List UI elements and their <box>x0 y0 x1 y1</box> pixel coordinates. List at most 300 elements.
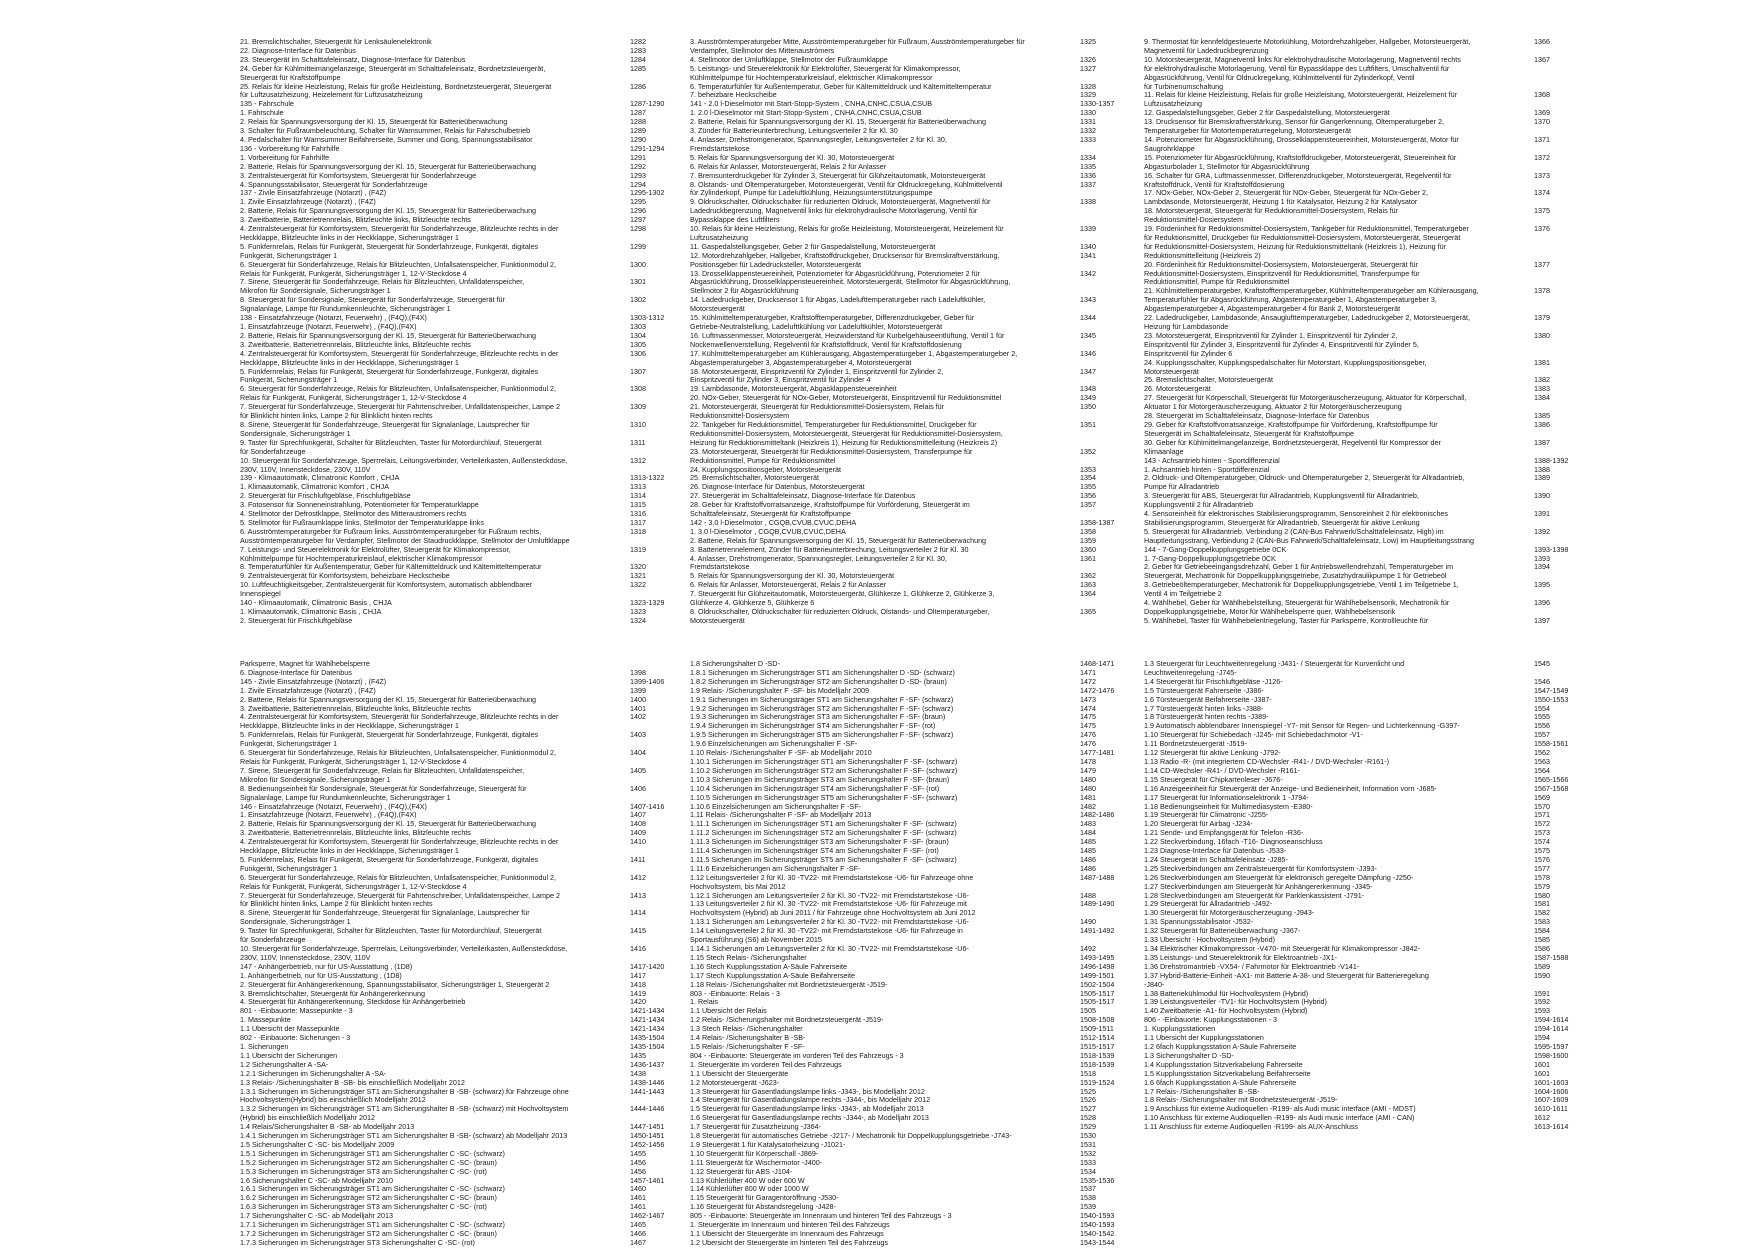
toc-entry <box>240 617 700 626</box>
toc-entry <box>690 198 1150 207</box>
toc-entry-page: 1306 <box>630 348 646 358</box>
toc-entry-text: Mikrofon für Sondersignale, Sicherungsträger 1 <box>240 775 391 784</box>
toc-entry-text: Doppelkupplungsgetriebe, Motor für Wählhebelsperre quer, Wählhebelsensorik <box>1144 608 1396 616</box>
toc-entry-page <box>1528 74 1604 83</box>
toc-entry <box>240 1088 700 1097</box>
toc-entry-text: 7. Steuergerät für Sonderfahrzeuge, Steuergerät für Fahrtenschreiber, Unfalldatenspeicher, Lampe 2 <box>240 891 561 900</box>
toc-entry-page: 1420 <box>630 997 646 1007</box>
toc-entry-page: 1358 <box>1080 526 1096 536</box>
toc-entry <box>1144 91 1604 100</box>
toc-entry-text: 6. Steuergerät für Sonderfahrzeuge, Relais für Blitzleuchten, Unfallsatenspeicher, Funktionmodul 2, <box>240 873 557 882</box>
toc-entry <box>240 1239 700 1248</box>
toc-entry <box>690 590 1150 599</box>
toc-entry-page: 1286 <box>630 81 646 91</box>
toc-entry-text: Saugrohrklappe <box>1144 144 1195 153</box>
toc-entry-text: Hochvoltsystem (Hybrid) ab Juni 2011 / für Fahrzeuge ohne Hochvoltsystem ab Juni 2012 <box>690 909 976 918</box>
toc-entry-page: 1387 <box>1534 437 1550 447</box>
toc-entry-text: Glühkerze 4, Glühkerze 5, Glühkerze 6 <box>690 599 815 608</box>
toc-entry <box>690 555 1150 564</box>
toc-entry <box>1144 56 1604 65</box>
toc-entry-page: 1583 <box>1534 917 1550 927</box>
toc-entry-text: 143 - Achsantrieb hinten - Sportdifferenzial <box>1144 456 1280 465</box>
toc-entry-text: Heizung für Lambdasonde <box>1144 323 1229 331</box>
toc-entry-page: 1468-1471 <box>1080 659 1115 668</box>
toc-entry-page: 1556 <box>1534 721 1550 731</box>
toc-entry-page: 1388-1392 <box>1534 455 1569 465</box>
toc-entry-page: 1396 <box>1534 598 1550 608</box>
toc-entry-page: 1481 <box>1080 792 1096 802</box>
toc-entry-page: 1491-1492 <box>1080 926 1115 936</box>
toc-entry-text: Heckklappe, Blitzleuchte links in der Heckklappe, Sicherungsträger 1 <box>240 722 459 731</box>
toc-entry-text: Verdampfer, Stellmotor des Mittenaustrómers <box>690 46 835 55</box>
toc-entry-page: 1421-1434 <box>630 1006 665 1016</box>
toc-entry-page: 1482-1486 <box>1080 810 1115 820</box>
toc-entry-page: 1436-1437 <box>630 1059 665 1069</box>
toc-entry-text: 2. Batterie, Relais für Spannungsversorgung der Kl. 15, Steuergerät für Batterieüberwachung <box>240 162 537 171</box>
toc-entry-page: 1607-1609 <box>1534 1095 1569 1105</box>
toc-entry-page: 1342 <box>1080 268 1096 278</box>
toc-entry-text: 136 - Vorbereitung für Fahrhilfe <box>240 144 340 153</box>
toc-entry-text: 10. Steuergerät für Sonderfahrzeuge, Sperrrelais, Leitungsverbinder, Verteilerkasten, Außensteckdose, <box>240 945 568 953</box>
toc-entry <box>1144 332 1604 341</box>
toc-entry-text: 4. Zentralsteuergerät für Komfortsystem, Steuergerät für Sonderfahrzeuge, Blitzleuchte rechts in der <box>240 225 559 234</box>
toc-entry-text: für Sonderfahrzeuge <box>240 936 306 945</box>
toc-entry <box>1144 510 1604 519</box>
toc-entry-text: 4. Stellmotor der Defrostklappe, Stellmotor des Mitteraustromers rechts <box>240 510 467 519</box>
toc-entry-page: 1461 <box>630 1202 646 1212</box>
toc-entry-text: 1.14 Kühlerlüfter 800 W oder 1000 W <box>690 1185 809 1194</box>
toc-entry-page: 1287 <box>630 108 646 118</box>
toc-entry-text: 25. Bremslichtschalter, Motorsteuergerät <box>690 474 820 483</box>
toc-entry-page: 1421-1434 <box>630 1024 665 1034</box>
toc-entry-page: 1405 <box>630 765 646 775</box>
toc-entry-page: 1460 <box>630 1184 646 1194</box>
toc-entry-text: 1.3 Stech Relais- /Sicherungshalter <box>690 1025 803 1034</box>
toc-entry-page: 1287-1290 <box>630 99 665 109</box>
toc-entry-text: 6. Steuergerät für Sonderfahrzeuge, Relais für Blitzleuchten, Unfallsatenspeicher, Funktionmodul 2, <box>240 260 557 269</box>
toc-entry-page: 1452-1456 <box>630 1139 665 1149</box>
toc-entry-page: 1477-1481 <box>1080 748 1115 758</box>
toc-entry <box>690 421 1150 430</box>
toc-entry-text: 1.1 Übersicht der Massepunkte <box>240 1025 340 1034</box>
toc-entry-page: 1438-1446 <box>630 1077 665 1087</box>
toc-entry-text: 1. Anhängerbetrieb, nur für US-Ausstattung , (1D8) <box>240 971 402 980</box>
toc-entry-text: Steuergerät im Schalttafeleinsatz, Steuergerät für Kraftstoffpumpe <box>1144 429 1355 438</box>
toc-entry-text: 139 - Klimaautomatik, Climatronic Komfort , CHJA <box>240 474 400 483</box>
toc-entry-text: Luftzusatzheizung <box>1144 100 1202 109</box>
toc-entry-text: 1.18 Bedienungseinheit für Multimediasystem -E380- <box>1144 802 1313 811</box>
toc-entry-page: 1475 <box>1080 721 1096 731</box>
toc-entry-text: 1.30 Steuergerät für Motorgeräuscherzeugung -J943- <box>1144 909 1315 918</box>
toc-entry-text: 1.14 Leitungsverteiler 2 für Kl. 30 -TV22- mit Fremdstartstekose -U6- für Fahrzeuge in <box>690 927 963 936</box>
toc-entry-page: 1502-1504 <box>1080 979 1115 989</box>
toc-entry-text: 1.14.1 Sicherungen am Leitungsverteiler 2 für Kl. 30 -TV22- mit Fremdstartstekose -U6- <box>690 945 969 953</box>
toc-entry-page: 1455 <box>630 1148 646 1158</box>
toc-entry-page: 1476 <box>1080 739 1096 749</box>
toc-entry-text: 2. Batterie, Relais für Spannungsversorgung der Kl. 15, Steuergerät für Batterieüberwachung <box>690 118 987 127</box>
toc-entry-text: 4. Sensoreinheit für elektronisches Stabilisierungsprogramm, Sensoreinheit 2 für elektronisches <box>1144 510 1449 519</box>
toc-entry-page: 1508-1508 <box>1080 1015 1115 1025</box>
toc-entry-page: 1473 <box>1080 694 1096 704</box>
toc-entry <box>240 261 700 270</box>
toc-entry-page: 1308 <box>630 384 646 394</box>
toc-entry-text: 1.10 Steuergerät für Körperschall -J869- <box>690 1149 819 1158</box>
toc-entry-page: 1569 <box>1534 792 1550 802</box>
toc-entry-text: 7. beheizbare Heckscheibe <box>690 91 777 100</box>
toc-entry-text: 1.5.3 Sicherungen im Sicherungsträger ST3 am Sicherungshalter C -SC- (rot) <box>240 1167 487 1176</box>
toc-entry-text: für Sonderfahrzeuge <box>240 447 306 456</box>
toc-entry-page: 1322 <box>630 580 646 590</box>
toc-entry-text: Reduktionsmittelleitung (Heizkreis 2) <box>1144 251 1261 260</box>
toc-entry-page: 1472 <box>1080 676 1096 686</box>
toc-entry-page: 1318 <box>630 526 646 536</box>
toc-entry-page: 1462-1467 <box>630 1211 665 1221</box>
toc-entry-page: 1408 <box>630 819 646 829</box>
toc-entry-page: 1419 <box>630 988 646 998</box>
toc-entry-page: 1309 <box>630 402 646 412</box>
toc-entry-page: 1601 <box>1534 1059 1550 1069</box>
toc-entry-text: Signalanlage, Lampe für Rundumkennleuchte, Sicherungsträger 1 <box>240 793 451 802</box>
toc-entry-text: 8. Ölstands- und Öltemperaturgeber, Motorsteuergerät, Ventil für Öldruckregelung, Kühlmittelventil <box>690 180 1003 189</box>
toc-entry <box>1144 207 1604 216</box>
toc-entry-page: 1535-1536 <box>1080 1175 1115 1185</box>
toc-entry-page: 1372 <box>1534 152 1550 162</box>
toc-entry-page: 1487-1488 <box>1080 872 1115 882</box>
toc-entry-text: 1.9.3 Sicherungen im Sicherungsträger ST3 am Sicherungshalter F -SF- (braun) <box>690 713 946 722</box>
toc-entry-text: 8. Bedienungseinheit für Sondersignale, Steuergerät für Sonderfahrzeuge, Steuergerät für <box>240 784 527 793</box>
toc-entry-page: 1601 <box>1534 1068 1550 1078</box>
toc-entry-text: 6. Ausströmtemperaturgeber für Fußraum links, Ausströmtemperaturgeber für Fußraum rechts, <box>240 527 542 536</box>
toc-entry-text: 803 - -Einbauorte: Relais - 3 <box>690 989 780 998</box>
toc-entry-text: 1.10.3 Sicherungen im Sicherungsträger ST3 am Sicherungshalter F -SF- (braun) <box>690 775 950 784</box>
toc-entry <box>1144 189 1604 198</box>
toc-entry-page: 1384 <box>1534 393 1550 403</box>
toc-entry-page: 1314 <box>630 491 646 501</box>
toc-entry <box>240 439 700 448</box>
toc-entry-text: 1.9 Steuergerät 1 für Katalysatorheizung -J1021- <box>690 1140 846 1149</box>
toc-entry-page: 1472-1476 <box>1080 685 1115 695</box>
toc-entry-page: 1350 <box>1080 402 1096 412</box>
toc-entry-text: 1. Zivile Einsatzfahrzeuge (Notarzt) , (F4Z) <box>240 198 376 207</box>
toc-entry-page: 1499-1501 <box>1080 970 1115 980</box>
toc-entry-page: 1496-1498 <box>1080 961 1115 971</box>
toc-entry-page: 1379 <box>1534 313 1550 323</box>
toc-entry-text: Steuergerät, Mechatronik für Doppelkupplungsgetriebe, Zusatzhydraulikpumpe 1 für Getriebeöl <box>1144 572 1447 581</box>
toc-column-2 <box>690 38 1150 626</box>
toc-entry-page: 1323-1329 <box>630 598 665 608</box>
toc-entry-text: 3. Zünder für Batterieunterbrechung, Leitungsverteiler 2 für Kl. 30 <box>690 127 898 136</box>
toc-entry-text: 1.4.1 Sicherungen im Sicherungsträger ST1 am Sicherungshalter B -SB- (schwarz) ab Modelljahr 2013 <box>240 1132 568 1141</box>
toc-entry-page: 1291 <box>630 152 646 162</box>
toc-entry-page: 1407-1416 <box>630 801 665 811</box>
toc-entry-page: 1413 <box>630 890 646 900</box>
toc-entry-text: 4. Anlasser, Drehstromgenerator, Spannungsregler, Leitungsverteiler 2 für Kl. 30, <box>690 554 947 563</box>
toc-entry-text: 1. 2.0 l-Dieselmotor mit Start-Stopp-System , CNHA,CNHC,CSUA,CSUB <box>690 109 922 118</box>
toc-entry <box>240 350 700 359</box>
toc-entry-text: 13. Drucksensor für Bremskraftverstärkung, Sensor für Gangerkennung, Öltemperaturgeber 2, <box>1144 118 1445 127</box>
toc-entry-page: 1323 <box>630 607 646 616</box>
toc-entry-text: 6. Relais für Anlasser, Motorsteuergerät, Relais 2 für Anlasser <box>690 581 887 590</box>
toc-entry-text: 1.10.6 Einzelsicherungen am Sicherungshalter F -SF- <box>690 802 861 811</box>
toc-entry-page: 1370 <box>1534 117 1550 127</box>
toc-entry-text: 1.16 Stech Kupplungsstation A-Säule Fahrerseite <box>690 962 848 971</box>
toc-entry-page: 1293 <box>630 170 646 180</box>
toc-entry <box>240 856 700 865</box>
toc-entry-text: 17. NOx-Geber, NOx-Geber 2, Steuergerät für NOx-Geber, Steuergerät für NOx-Geber 2, <box>1144 189 1429 198</box>
toc-entry-text: 1.7 Türsteuergerät hinten links -J388- <box>1144 704 1264 713</box>
toc-entry-page: 1594 <box>1534 1033 1550 1043</box>
toc-entry-text: Einspritzventil für Zylinder 3, Einspritzventil für Zylinder 4, Einspritzventil für Zylinder 5, <box>1144 340 1419 349</box>
toc-entry-page: 1474 <box>1080 703 1096 713</box>
toc-entry <box>690 278 1150 287</box>
toc-entry-page: 1335 <box>1080 161 1096 171</box>
toc-entry-text: 23. Motorsteuergerät, Steuergerät für Reduktionsmittel-Dosiersystem, Transferpumpe für <box>690 447 973 456</box>
toc-entry-text: 1.4 Steuergerät für Gasentladungslampe rechts -J344-, bis Modelljahr 2012 <box>690 1096 931 1105</box>
toc-entry-page: 1467 <box>630 1237 646 1247</box>
toc-entry-page <box>1528 341 1604 350</box>
toc-entry-text: Sondersignale, Sicherungsträger 1 <box>240 429 351 438</box>
toc-entry-text: 1.8.1 Sicherungen im Sicherungsträger ST1 am Sicherungshalter D -SD- (schwarz) <box>690 668 955 677</box>
toc-entry-page: 1329 <box>1080 90 1096 100</box>
toc-entry-text: 1.31 Spannungsstabilisator -J532- <box>1144 918 1254 927</box>
toc-entry <box>690 430 1150 439</box>
toc-entry-page: 1304 <box>630 330 646 340</box>
toc-entry-page: 1328 <box>1080 81 1096 91</box>
toc-entry-page: 1567-1568 <box>1534 783 1569 793</box>
toc-entry-text: 142 - 3.0 l-Dieselmotor , CGQB,CVUB,CVUC,DEHA <box>690 518 857 527</box>
toc-entry <box>1144 136 1604 145</box>
toc-entry-text: 4. Pedalschalter für Warnsummer Beifahrerseite, Summer und Gong, Spannungsstabilisator <box>240 135 533 144</box>
toc-entry-text: 1. Einsatzfahrzeuge (Notarzt, Feuerwehr) , (F4Q),(F4X) <box>240 323 417 331</box>
toc-column-5 <box>690 660 1150 1248</box>
toc-entry-text: 138 - Einsatzfahrzeuge (Notarzt, Feuerwehr) , (F4Q),(F4X) <box>240 314 427 323</box>
toc-entry-page: 1373 <box>1534 170 1550 180</box>
toc-entry-text: 4. Zentralsteuergerät für Komfortsystem, Steuergerät für Sonderfahrzeuge, Blitzleuchte rechts in der <box>240 349 559 358</box>
toc-entry-text: 2. Steuergerät für Frischluftgebläse <box>240 616 353 625</box>
toc-entry-page: 1417 <box>630 970 646 980</box>
toc-entry-page: 1345 <box>1080 330 1096 340</box>
toc-entry-page: 1363 <box>1080 580 1096 590</box>
toc-entry-text: 3. Zentralsteuergerät für Komfortsystem, Steuergerät für Sonderfahrzeuge <box>240 171 477 180</box>
toc-entry <box>240 546 700 555</box>
toc-entry-page: 1391 <box>1534 509 1550 519</box>
toc-entry-text: 1.24 Steuergerät im Schalttafeleinsatz -J285- <box>1144 855 1288 864</box>
toc-entry-text: Heizung für Reduktionsmitteltank (Heizkreis 1), Heizung für Reduktionsmittelleitung (Heizkreis 2) <box>690 438 998 447</box>
toc-entry-text: 1.34 Elektrischer Klimakompressor -V470- mit Steuergerät für Klimakompressor -J842- <box>1144 945 1421 953</box>
toc-entry-page: 1358-1387 <box>1080 517 1115 527</box>
toc-entry-page: 1550-1553 <box>1534 694 1569 704</box>
toc-entry-page: 1385 <box>1534 411 1550 421</box>
toc-entry-page: 1598-1600 <box>1534 1050 1569 1060</box>
toc-entry-text: 1.4 Relais/Sicherungshalter B -SB- ab Modelljahr 2013 <box>240 1123 415 1132</box>
toc-entry-page: 1398 <box>630 667 646 677</box>
toc-entry <box>1144 314 1604 323</box>
toc-entry-page: 1581 <box>1534 899 1550 909</box>
toc-entry-text: 3. Ausströmtemperaturgeber Mitte, Ausströmtemperaturgeber für Fußraum, Ausströmtemperaturgeber für <box>690 38 1025 46</box>
toc-entry <box>1144 599 1604 608</box>
toc-entry-page: 1290 <box>630 134 646 144</box>
toc-entry-page: 1564 <box>1534 765 1550 775</box>
toc-entry-page <box>1074 430 1150 439</box>
toc-entry-page: 1476 <box>1080 730 1096 740</box>
toc-entry-page: 1355 <box>1080 482 1096 492</box>
toc-entry-text: 3. Getriebeöltemperaturgeber, Mechatronik für Doppelkupplungsgetriebe, Ventil 1 im Teilgetriebe 1, <box>1144 581 1459 590</box>
toc-entry-text: 1. Fahrschule <box>240 109 284 118</box>
toc-entry-page <box>1528 243 1604 252</box>
toc-entry-text: 7. Bremsunterdruckgeber für Zylinder 3, Steuergerät für Glühzeitautomatik, Motorsteuergerät <box>690 171 986 180</box>
toc-entry-text: 3. Fotosensor für Sonneneinstrahlung, Potentiometer für Temperaturklappe <box>240 501 479 510</box>
toc-entry-text: 1.20 Steuergerät für Airbag -J234- <box>1144 820 1253 829</box>
toc-entry-page: 1359 <box>1080 535 1096 545</box>
toc-entry-text: Lambdasonde, Motorsteuergerät, Heizung 1 für Katalysator, Heizung 2 für Katalysator <box>1144 198 1418 207</box>
toc-entry-text: 26. Diagnose-Interface für Datenbus, Motorsteuergerät <box>690 483 865 492</box>
toc-entry-text: 1.8.2 Sicherungen im Sicherungsträger ST2 am Sicherungshalter D -SD- (braun) <box>690 677 947 686</box>
toc-entry-text: 17. Kühlmitteltemperaturgeber am Kühlerausgang, Abgastemperaturgeber 1, Abgastemperaturgeber 2, <box>690 349 1018 358</box>
toc-entry <box>240 403 700 412</box>
toc-entry-text: 1.13 Kühlerlüfter 400 W oder 600 W <box>690 1176 805 1185</box>
toc-entry-page: 1292 <box>630 161 646 171</box>
toc-entry-text: 1. Relais <box>690 998 718 1007</box>
toc-entry-text: 1.10.2 Sicherungen im Sicherungsträger ST2 am Sicherungshalter F -SF- (schwarz) <box>690 766 958 775</box>
toc-entry-text: 1.2 Sicherungshalter A -SA- <box>240 1060 329 1069</box>
toc-entry <box>240 767 700 776</box>
toc-entry-text: Getriebe-Neutralstellung, Ladelufttkühlung vor Ladeluftkühler, Motorsteuergerät <box>690 323 943 331</box>
toc-entry-page: 1565-1566 <box>1534 774 1569 784</box>
toc-entry-page: 1294 <box>630 179 646 189</box>
toc-entry-page: 1383 <box>1534 384 1550 394</box>
toc-entry-text: 145 - Zivile Einsatzfahrzeuge (Notarzt) , (F4Z) <box>240 677 387 686</box>
toc-entry <box>690 252 1150 261</box>
toc-entry <box>240 368 700 377</box>
toc-entry <box>240 278 700 287</box>
toc-entry-text: Kühlmittelpumpe für Hochtemperaturkreislauf, elektrischer Klimakompressor <box>240 554 483 563</box>
toc-entry-page: 1404 <box>630 748 646 758</box>
toc-entry <box>1144 528 1604 537</box>
toc-entry <box>240 713 700 722</box>
toc-entry-text: 1.2 Motorsteuergerät -J623- <box>690 1078 780 1087</box>
toc-entry-page: 1366 <box>1534 37 1550 46</box>
toc-entry-text: für Blinklicht hinten links, Lampe 2 für Blinklicht hinten rechts <box>240 412 433 421</box>
toc-entry-text: 1.37 Hybrid-Batterie-Einheit -AX1- mit Batterie A-38- und Steuergerät für Batterieregelung <box>1144 971 1429 980</box>
toc-entry-page: 1518 <box>1080 1068 1096 1078</box>
toc-entry-page: 1295 <box>630 197 646 207</box>
toc-entry-page: 1282 <box>630 37 646 46</box>
toc-entry <box>240 731 700 740</box>
toc-entry-text: 4. Wählhebel, Geber für Wählhebelstellung, Steuergerät für Wählhebelsensorik, Mechatronik für <box>1144 599 1450 608</box>
toc-entry-text: 24. Kupplungsschalter, Kupplungspedalschalter für Motorstart, Kupplungspositionsgeber, <box>1144 358 1427 367</box>
toc-entry-text: 29. Geber für Kraftstoffvorratsanzeige, Kraftstoffpumpe für Vorförderung, Kraftstoffpumpe für <box>1144 420 1438 429</box>
toc-entry-page: 1478 <box>1080 756 1096 766</box>
toc-entry-page: 1586 <box>1534 944 1550 953</box>
toc-entry-text: 1.9.1 Sicherungen im Sicherungsträger ST1 am Sicherungshalter F -SF- (schwarz) <box>690 695 954 704</box>
toc-entry-page <box>1528 234 1604 243</box>
toc-entry-text: Reduktionsmittel, Pumpe für Reduktionsmittel <box>690 456 836 465</box>
toc-entry-text: 1.3 Steuergerät für Gasentladungslampe links -J343-, bis Modelljahr 2012 <box>690 1087 925 1096</box>
toc-entry-page: 1330-1357 <box>1080 99 1115 109</box>
toc-entry-page: 1302 <box>630 295 646 305</box>
toc-entry-text: 1.3 Relais- /Sicherungshalter B -SB- bis einschließlich Modelljahr 2012 <box>240 1078 465 1087</box>
toc-entry-page: 1337 <box>1080 179 1096 189</box>
toc-entry-text: 9. Taster für Sprechfunkgerät, Schalter für Blitzleuchten, Taster für Motordurchlauf, Steuergerät <box>240 927 542 936</box>
toc-entry-page: 1361 <box>1080 553 1096 563</box>
toc-entry-page: 1543-1544 <box>1080 1237 1115 1247</box>
toc-entry-text: 1.21 Sende- und Empfangsgerät für Telefon -R36- <box>1144 829 1304 838</box>
toc-entry-text: 1.6.2 Sicherungen im Sicherungsträger ST2 am Sicherungshalter C -SC- (braun) <box>240 1194 497 1203</box>
toc-entry-page: 1319 <box>630 544 646 554</box>
toc-entry-text: 1.33 Übersicht - Hochvoltsystem (Hybrid) <box>1144 936 1276 945</box>
toc-entry-text: 1.17 Stech Kupplungsstation A-Säule Beifahrerseite <box>690 971 856 980</box>
toc-entry-text: 24. Geber für Kühlmitteimangelanzeige, Steuergerät im Schalttafeleinsatz, Bordnetzsteuergerät, <box>240 64 546 73</box>
toc-entry-text: 1. Kupplungsstationen <box>1144 1025 1216 1034</box>
toc-entry-page: 1418 <box>630 979 646 989</box>
toc-entry-text: 6. Steuergerät für Sonderfahrzeuge, Relais für Blitzleuchten, Unfallsatenspeicher, Funktionmodul 2, <box>240 749 557 758</box>
toc-entry-page: 1601-1603 <box>1534 1077 1569 1087</box>
toc-entry-text: 9. Taster für Sprechfunkgerät, Schalter für Blitzleuchten, Taster für Motordurchlauf, Steuergerät <box>240 438 542 447</box>
toc-entry-text: 1.3 Sicherungshalter D -SD- <box>1144 1051 1234 1060</box>
toc-entry-text: 4. Zentralsteuergerät für Komfortsystem, Steuergerät für Sonderfahrzeuge, Blitzleuchte rechts in der <box>240 838 559 847</box>
toc-entry-text: Bypassklappe des Luftfilters <box>690 216 780 225</box>
toc-entry <box>240 581 700 590</box>
toc-entry-text: 1.14 CD-Wechsler -R41- / DVD-Wechsler -R161- <box>1144 766 1300 775</box>
toc-entry-text: 1.5 Sicherungshalter C -SC- bis Modelljahr 2009 <box>240 1140 395 1149</box>
toc-entry-page: 1533 <box>1080 1157 1096 1167</box>
toc-entry-text: 12. Gaspedalstellungsgeber, Geber 2 für Gaspedalstellung, Motorsteuergerät <box>1144 109 1390 118</box>
toc-entry-text: 1. Vorbereitung für Fahrhilfe <box>240 153 330 162</box>
toc-entry-text: 144 - 7-Gang-Doppelkupplungsgetriebe 0CK <box>1144 545 1287 554</box>
toc-entry-text: 5. Funkfernrelais, Relais für Funkgerät, Steuergerät für Sonderfahrzeuge, Funkgerät, digitales <box>240 367 539 376</box>
toc-entry-text: Kühlmittelpumpe für Hochtemperaturkreislauf, elektrischer Klimakompressor <box>690 73 933 82</box>
toc-entry-text: 1. Einsatzfahrzeuge (Notarzt, Feuerwehr) , (F4Q),(F4X) <box>240 811 417 820</box>
toc-entry-page: 1555 <box>1534 712 1550 722</box>
toc-entry-text: 10. Steuergerät für Sonderfahrzeuge, Sperrrelais, Leitungsverbinder, Verteilerkasten, Außensteckdose, <box>240 456 568 465</box>
toc-entry-text: 2. Relais für Spannungsversorgung der Kl. 15, Steuergerät für Batterieüberwachung <box>240 118 508 127</box>
toc-entry-text: -J840- <box>1144 980 1165 989</box>
toc-entry-page: 1414 <box>630 908 646 918</box>
toc-entry-text: 1.6 6fach Kupplungsstation A-Säule Fahrerseite <box>1144 1078 1297 1087</box>
toc-entry <box>1144 563 1604 572</box>
toc-entry-page: 1415 <box>630 926 646 936</box>
toc-entry-page: 1490 <box>1080 917 1096 927</box>
toc-entry-page: 1518-1539 <box>1080 1059 1115 1069</box>
toc-entry-text: 22. Diagnose-Interface für Datenbus <box>240 46 356 55</box>
toc-entry <box>240 838 700 847</box>
toc-entry-text: 15. Kühlmitteltemperaturgeber, Kraftstofftemperaturgeber, Differenzdruckgeber, Geber für <box>690 314 975 323</box>
toc-entry-page: 1547-1549 <box>1534 685 1569 695</box>
toc-entry-page: 1486 <box>1080 854 1096 864</box>
toc-entry-page: 1283 <box>630 45 646 55</box>
toc-entry-text: Reduktionsmittel-Dosiersystem, Einspritzventil für Reduktionsmittel, Transferpumpe für <box>1144 269 1420 278</box>
toc-entry <box>1144 660 1604 669</box>
toc-entry-page <box>1528 296 1604 305</box>
toc-entry-page: 1438 <box>630 1068 646 1078</box>
toc-entry-text: Reduktionsmittel-Dosiersystem <box>690 412 790 421</box>
toc-entry-text: 2. Öldruck- und Öltemperaturgeber, Öldruck- und Öltemperaturgeber 2, Steuergerät für Allradantrieb, <box>1144 474 1465 483</box>
toc-entry-page: 1531 <box>1080 1139 1096 1149</box>
toc-entry-page: 1417-1420 <box>630 961 665 971</box>
toc-entry-text: 1.1 Übersicht der Relais <box>690 1007 767 1016</box>
toc-entry-text: Reduktionsmittel-Dosiersystem <box>1144 216 1244 225</box>
toc-entry-page: 1545 <box>1534 659 1550 668</box>
toc-entry-page: 1444-1446 <box>630 1104 665 1114</box>
toc-entry-page: 1389 <box>1534 473 1550 483</box>
toc-entry <box>1144 296 1604 305</box>
toc-entry <box>240 243 700 252</box>
toc-entry-text: 1.10.4 Sicherungen im Sicherungsträger ST4 am Sicherungshalter F -SF- (rot) <box>690 784 940 793</box>
toc-entry-page: 1484 <box>1080 828 1096 838</box>
toc-entry <box>240 945 700 954</box>
toc-entry-text: 1.8 Sicherungshalter D -SD- <box>690 660 780 668</box>
toc-entry-text: 10. Relais für kleine Heizleistung, Relais für große Heizleistung, Motorsteuergerät, Heizelement für <box>690 225 1004 234</box>
